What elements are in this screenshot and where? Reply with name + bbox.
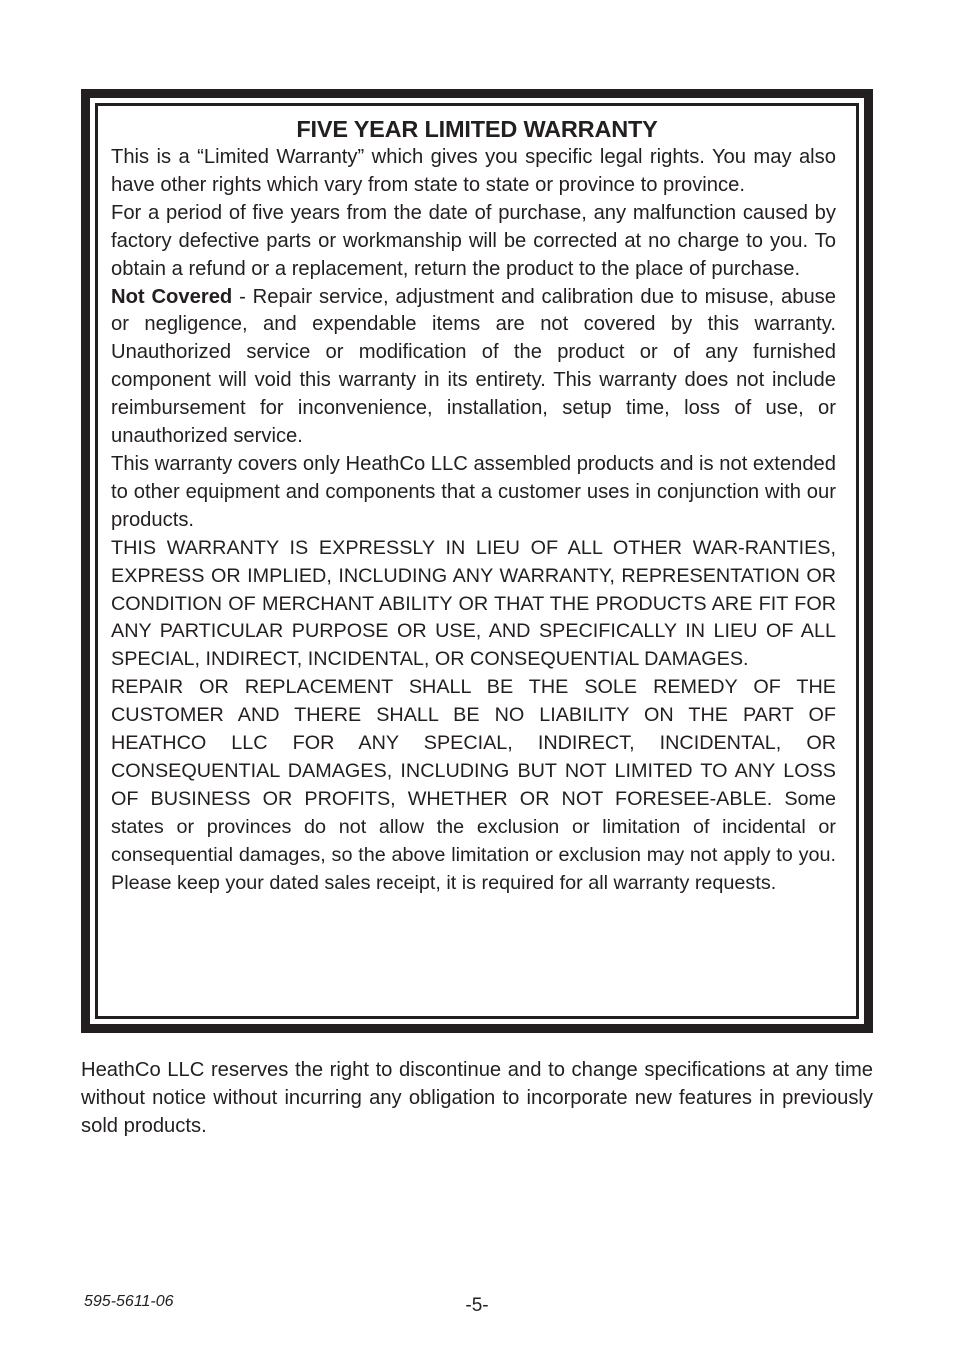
page-number: -5- [465, 1295, 489, 1316]
warranty-paragraph-disclaimer: THIS WARRANTY IS EXPRESSLY IN LIEU OF ALL OTHER WAR-RANTIES, EXPRESS OR IMPLIED, INCLUDING ANY WARRANTY, REPRESENTATION OR CONDITION OF MERCHANT ABILITY OR THAT THE PRODUCTS ARE FIT FOR ANY PARTICULAR PURPOSE OR USE, AND SPECIFICALLY IN LIEU OF ALL SPECIAL, INDIRECT, INCIDENTAL, OR CONSEQUENTIAL DAMAGES. [111, 536, 836, 671]
not-covered-text: - Repair service, adjustment and calibration due to misuse, abuse or negligence, and expendable items are not covered by this warranty. Unauthorized service or modification of the product or of any furnished component will void this warranty in its entirety. This warranty does not include reimbursement for inconvenience, installation, setup time, loss of use, or unauthorized service. [111, 285, 836, 448]
warranty-paragraph-not-covered [111, 284, 836, 451]
specifications-notice: HeathCo LLC reserves the right to discontinue and to change specifications at any time without notice without incurring any obligation to incorporate new features in previously sold products. [81, 1059, 873, 1137]
warranty-body [111, 144, 836, 897]
warranty-paragraph-remedy: REPAIR OR REPLACEMENT SHALL BE THE SOLE REMEDY OF THE CUSTOMER AND THERE SHALL BE NO LIABILITY ON THE PART OF HEATHCO LLC FOR ANY SPECIAL, INDIRECT, INCIDENTAL, OR CONSEQUENTIAL DAMAGES, INCLUDING BUT NOT LIMITED TO ANY LOSS OF BUSINESS OR PROFITS, WHETHER OR NOT FORESEE-ABLE. Some states or provinces do not allow the exclusion or limitation of incidental or consequential damages, so the above limitation or exclusion may not apply to you. Please keep your dated sales receipt, it is required for all warranty requests. [111, 676, 836, 894]
warranty-paragraph-period: For a period of five years from the date of purchase, any malfunction caused by factory defective parts or workmanship will be corrected at no charge to you. To obtain a refund or a replacement, return the product to the place of purchase. [111, 201, 836, 280]
warranty-title: FIVE YEAR LIMITED WARRANTY [296, 116, 658, 142]
not-covered-label: Not Covered [111, 285, 233, 308]
warranty-paragraph-coverage: This warranty covers only HeathCo LLC assembled products and is not extended to other equipment and components that a customer uses in conjunction with our products. [111, 452, 836, 531]
document-number: 595-5611-06 [84, 1293, 174, 1310]
warranty-paragraph-rights: This is a “Limited Warranty” which gives you specific legal rights. You may also have other rights which vary from state to state or province to province. [111, 146, 836, 196]
